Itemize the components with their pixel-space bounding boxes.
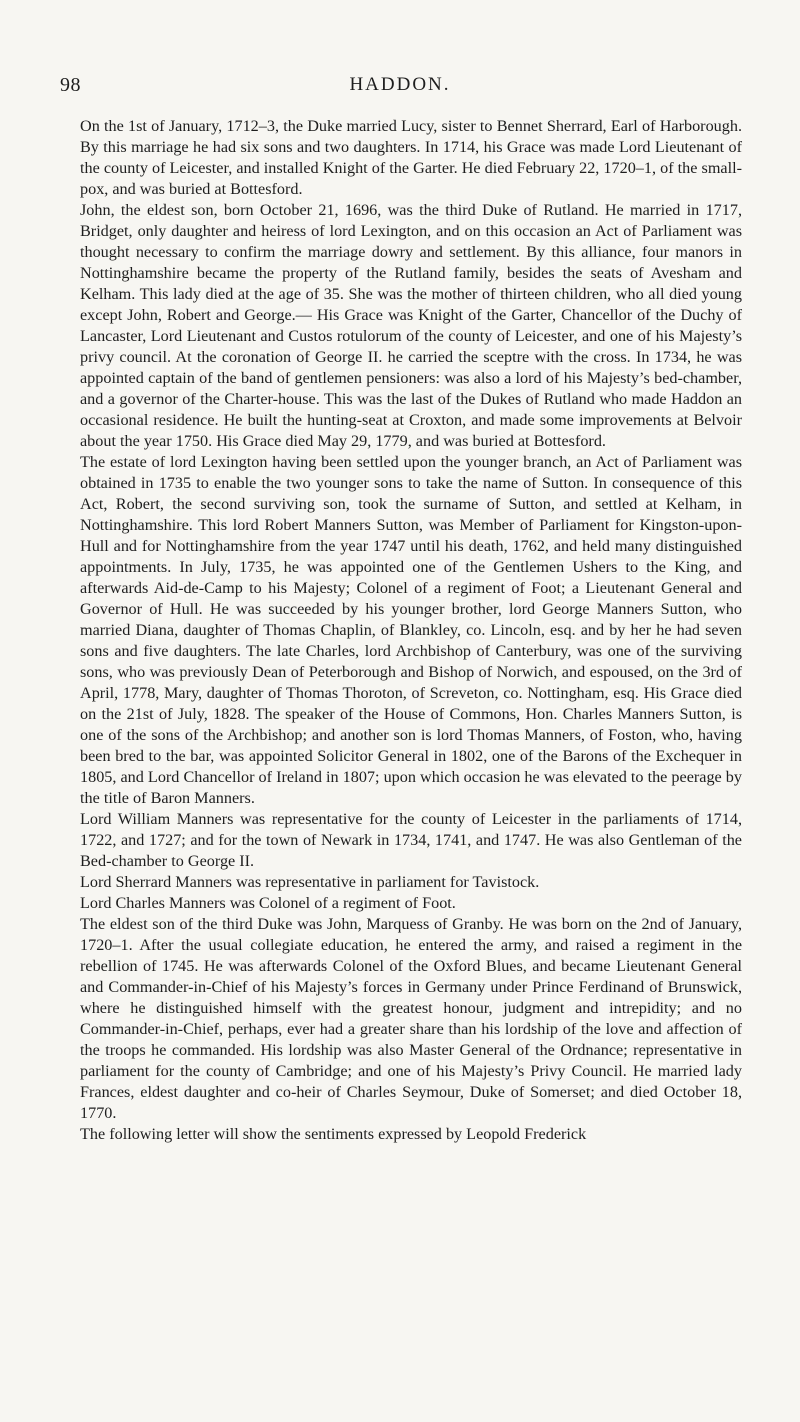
paragraph: The eldest son of the third Duke was John, Marquess of Granby. He was born on the 2nd of January, 1720–1. After the usual collegiate education, he entered the army, and raised a regiment in the rebellion of 1745. He was afterwards Colonel of the Oxford Blues, and became Lieutenant General and Commander-in-Chief of his Majesty’s forces in Germany under Prince Ferdinand of Brunswick, where he distinguished himself with the greatest honour, judgment and intrepidity; and no Commander-in-Chief, perhaps, ever had a greater share than his lordship of the love and affection of the troops he commanded. His lordship was also Master General of the Ordnance; representative in parliament for the county of Cambridge; and one of his Majesty’s Privy Council. He married lady Frances, eldest daughter and co-heir of Charles Seymour, Duke of Somerset; and died October 18, 1770.: [80, 915, 742, 1122]
paragraph: On the 1st of January, 1712–3, the Duke married Lucy, sister to Bennet Sherrard, Earl of Harborough. By this marriage he had six sons and two daughters. In 1714, his Grace was made Lord Lieutenant of the county of Leicester, and installed Knight of the Garter. He died February 22, 1720–1, of the small-pox, and was buried at Bottesford.: [80, 117, 742, 198]
paragraph: The following letter will show the sentiments expressed by Leopold Frederick: [80, 1125, 587, 1143]
paragraph: John, the eldest son, born October 21, 1696, was the third Duke of Rutland. He married in 1717, Bridget, only daughter and heiress of lord Lexington, and on this occasion an Act of Parliament was thought necessary to confirm the marriage dowry and settlement. By this alliance, four manors in Nottinghamshire became the property of the Rutland family, besides the seats of Avesham and Kelham. This lady died at the age of 35. She was the mother of thirteen children, who all died young except John, Robert and George.— His Grace was Knight of the Garter, Chancellor of the Duchy of Lancaster, Lord Lieutenant and Custos rotulorum of the county of Leicester, and one of his Majesty’s privy council. At the coronation of George II. he carried the sceptre with the cross. In 1734, he was appointed captain of the band of gentlemen pensioners: was also a lord of his Majesty’s bed-chamber, and a governor of the Charter-house. This was the last of the Dukes of Rutland who made Haddon an occasional residence. He built the hunting-seat at Croxton, and made some improvements at Belvoir about the year 1750. His Grace died May 29, 1779, and was buried at Bottesford.: [80, 201, 742, 450]
body-text: [80, 116, 742, 1145]
page-number: 98: [60, 74, 81, 96]
paragraph: Lord Sherrard Manners was representative in parliament for Tavistock.: [80, 873, 540, 891]
paragraph: The estate of lord Lexington having been settled upon the younger branch, an Act of Parliament was obtained in 1735 to enable the two younger sons to take the name of Sutton. In consequence of this Act, Robert, the second surviving son, took the surname of Sutton, and settled at Kelham, in Nottinghamshire. This lord Robert Manners Sutton, was Member of Parliament for Kingston-upon-Hull and for Nottinghamshire from the year 1747 until his death, 1762, and held many distinguished appointments. In July, 1735, he was appointed one of the Gentlemen Ushers to the King, and afterwards Aid-de-Camp to his Majesty; Colonel of a regiment of Foot; a Lieutenant General and Governor of Hull. He was succeeded by his younger brother, lord George Manners Sutton, who married Diana, daughter of Thomas Chaplin, of Blankley, co. Lincoln, esq. and by her he had seven sons and five daughters. The late Charles, lord Archbishop of Canterbury, was one of the surviving sons, who was previously Dean of Peterborough and Bishop of Norwich, and espoused, on the 3rd of April, 1778, Mary, daughter of Thomas Thoroton, of Screveton, co. Nottingham, esq. His Grace died on the 21st of July, 1828. The speaker of the House of Commons, Hon. Charles Manners Sutton, is one of the sons of the Archbishop; and another son is lord Thomas Manners, of Foston, who, having been bred to the bar, was appointed Solicitor General in 1802, one of the Barons of the Exchequer in 1805, and Lord Chancellor of Ireland in 1807; upon which occasion he was elevated to the peerage by the title of Baron Manners.: [80, 453, 742, 807]
paragraph: Lord William Manners was representative for the county of Leicester in the parliaments of 1714, 1722, and 1727; and for the town of Newark in 1734, 1741, and 1747. He was also Gentleman of the Bed-chamber to George II.: [80, 810, 742, 870]
running-title: HADDON.: [349, 74, 451, 95]
page-header: [60, 74, 740, 104]
paragraph: Lord Charles Manners was Colonel of a regiment of Foot.: [80, 894, 456, 912]
